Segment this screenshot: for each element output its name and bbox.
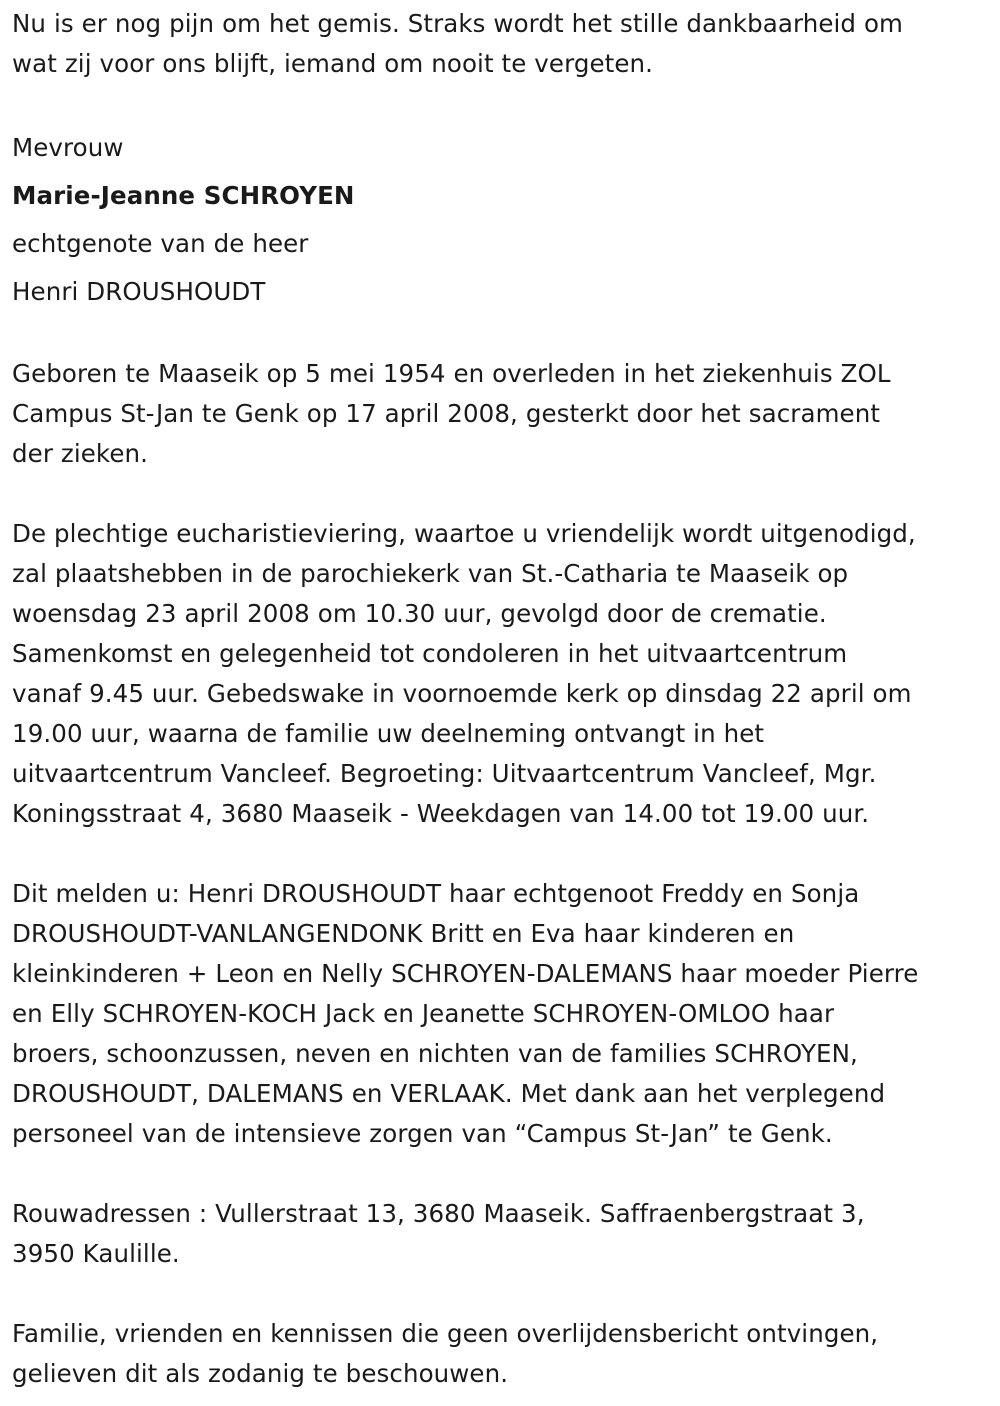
family-line: kleinkinderen + Leon en Nelly SCHROYEN-DALEMANS haar moeder Pierre [12, 959, 919, 988]
birth-death-line: der zieken. [12, 439, 149, 468]
family-line: broers, schoonzussen, neven en nichten van de families SCHROYEN, [12, 1039, 858, 1068]
family-line: DROUSHOUDT, DALEMANS en VERLAAK. Met dank aan het verplegend [12, 1079, 886, 1108]
ceremony-line: Koningsstraat 4, 3680 Maaseik - Weekdagen van 14.00 tot 19.00 uur. [12, 799, 870, 828]
spacer [12, 84, 988, 124]
family-paragraph [12, 874, 988, 1154]
ceremony-paragraph [12, 514, 988, 834]
closing-paragraph [12, 1314, 988, 1394]
ceremony-line: Samenkomst en gelegenheid tot condoleren in het uitvaartcentrum [12, 639, 848, 668]
family-line: DROUSHOUDT-VANLANGENDONK Britt en Eva haar kinderen en [12, 919, 795, 948]
opening-line: Nu is er nog pijn om het gemis. Straks wordt het stille dankbaarheid om [12, 9, 904, 38]
birth-death-line: Campus St-Jan te Genk op 17 april 2008, gesterkt door het sacrament [12, 399, 881, 428]
addresses-paragraph [12, 1194, 988, 1274]
family-line: personeel van de intensieve zorgen van “Campus St-Jan” te Genk. [12, 1119, 833, 1148]
addresses-line: 3950 Kaulille. [12, 1239, 180, 1268]
deceased-spouse: Henri DROUSHOUDT [12, 277, 266, 306]
deceased-name: Marie-Jeanne SCHROYEN [12, 181, 355, 210]
opening-paragraph [12, 4, 988, 84]
family-line: en Elly SCHROYEN-KOCH Jack en Jeanette SCHROYEN-OMLOO haar [12, 999, 835, 1028]
closing-line: gelieven dit als zodanig te beschouwen. [12, 1359, 509, 1388]
spacer [12, 474, 988, 514]
deceased-block [12, 124, 988, 316]
family-line: Dit melden u: Henri DROUSHOUDT haar echtgenoot Freddy en Sonja [12, 879, 860, 908]
deceased-title: Mevrouw [12, 133, 124, 162]
birth-death-line: Geboren te Maaseik op 5 mei 1954 en overleden in het ziekenhuis ZOL [12, 359, 891, 388]
deceased-relation: echtgenote van de heer [12, 229, 309, 258]
spacer [12, 1274, 988, 1314]
opening-line: wat zij voor ons blijft, iemand om nooit te vergeten. [12, 49, 654, 78]
ceremony-line: uitvaartcentrum Vancleef. Begroeting: Uitvaartcentrum Vancleef, Mgr. [12, 759, 877, 788]
addresses-line: Rouwadressen : Vullerstraat 13, 3680 Maaseik. Saffraenbergstraat 3, [12, 1199, 865, 1228]
ceremony-line: woensdag 23 april 2008 om 10.30 uur, gevolgd door de crematie. [12, 599, 827, 628]
birth-death-paragraph [12, 354, 988, 474]
spacer [12, 834, 988, 874]
spacer [12, 316, 988, 354]
closing-line: Familie, vrienden en kennissen die geen overlijdensbericht ontvingen, [12, 1319, 879, 1348]
ceremony-line: 19.00 uur, waarna de familie uw deelneming ontvangt in het [12, 719, 765, 748]
ceremony-line: De plechtige eucharistieviering, waartoe u vriendelijk wordt uitgenodigd, [12, 519, 916, 548]
ceremony-line: vanaf 9.45 uur. Gebedswake in voornoemde kerk op dinsdag 22 april om [12, 679, 912, 708]
ceremony-line: zal plaatshebben in de parochiekerk van St.-Catharia te Maaseik op [12, 559, 849, 588]
spacer [12, 1154, 988, 1194]
